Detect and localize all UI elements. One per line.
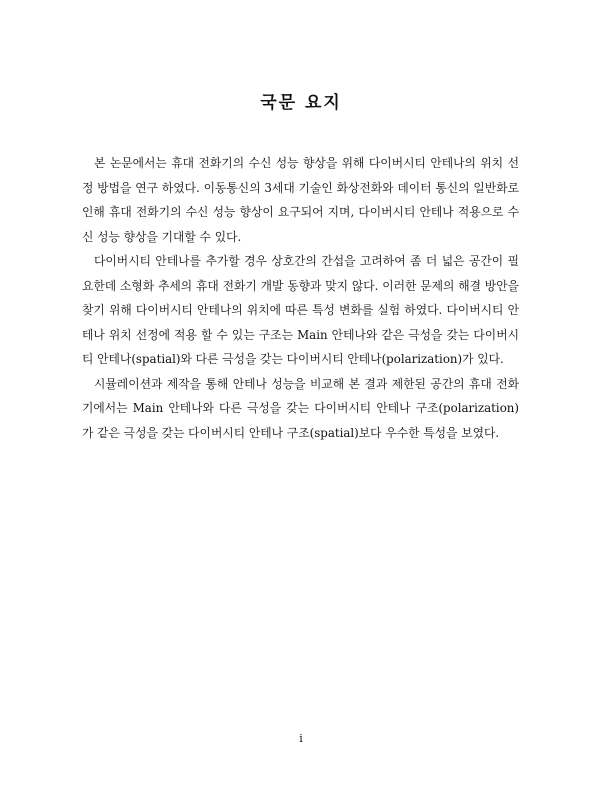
- paragraph-2: 다이버시티 안테나를 추가할 경우 상호간의 간섭을 고려하여 좀 더 넓은 공간이 필요한데 소형화 추세의 휴대 전화기 개발 동향과 맞지 않다. 이러한 문제의 해결 방안을 찾기 위해 다이버시티 안테나의 위치에 따른 특성 변화를 실험 하였다. 다이버시티 안테나 위치 선정에 적용 할 수 있는 구조는 Main 안테나와 같은 극성을 갖는 다이버시티 안테나(spatial)와 다른 극성을 갖는 다이버시티 안테나(polarization)가 있다.: [82, 254, 519, 366]
- paragraph-3: 시뮬레이션과 제작을 통해 안테나 성능을 비교해 본 결과 제한된 공간의 휴대 전화기에서는 Main 안테나와 다른 극성을 갖는 다이버시티 안테나 구조(polarization)가 같은 극성을 갖는 다이버시티 안테나 구조(spatial)보다 우수한 특성을 보였다.: [82, 376, 519, 440]
- abstract-body: [82, 151, 519, 445]
- page-number: i: [299, 732, 303, 745]
- paragraph-1: 본 논문에서는 휴대 전화기의 수신 성능 향상을 위해 다이버시티 안테나의 위치 선정 방법을 연구 하였다. 이동통신의 3세대 기술인 화상전화와 데이터 통신의 일반화로 인해 휴대 전화기의 수신 성능 향상이 요구되어 지며, 다이버시티 안테나 적용으로 수신 성능 향상을 기대할 수 있다.: [82, 156, 519, 244]
- page-title: 국문 요지: [260, 93, 342, 113]
